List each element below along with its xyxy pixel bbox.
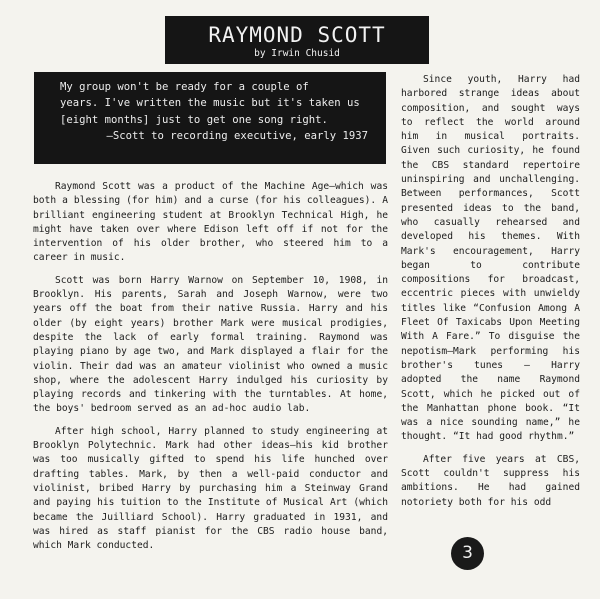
article-byline: by Irwin Chusid — [254, 48, 340, 59]
paragraph: After five years at CBS, Scott couldn't suppress his ambitions. He had gained notoriety both for his odd — [401, 453, 580, 508]
paragraph: Scott was born Harry Warnow on September 10, 1908, in Brooklyn. His parents, Sarah and Joseph Warnow, were two years off the boat from their native Russia. Harry and his older (by eight years) brother Mark were musical prodigies, despite the lack of early formal training. Raymond was playing piano by age two, and Mark displayed a flair for the violin. Their dad was an amateur violinist who owned a music shop, where the adolescent Harry indulged his curiosity by playing records and tinkering with the turntables. At home, the boys' bedroom served as an ad-hoc audio lab. — [33, 274, 388, 415]
article-title: RAYMOND SCOTT — [208, 23, 386, 47]
page-number: 3 — [451, 537, 484, 570]
right-column — [401, 73, 580, 518]
paragraph: Raymond Scott was a product of the Machine Age—which was both a blessing (for him) and a curse (for his colleagues). A brilliant engineering student at Brooklyn Technical High, he might have taken over where Edison left off if not for the intervention of his older brother, who steered him to a career in music. — [33, 181, 388, 264]
paragraph: After high school, Harry planned to study engineering at Brooklyn Polytechnic. Mark had other ideas—his kid brother was too musically gifted to spend his life hunched over drafting tables. Mark, by then a well-paid conductor and violinist, bribed Harry by purchasing him a Steinway Grand and paying his tuition to the Institute of Musical Art (which became the Juilliard School). Harry graduated in 1931, and was hired as staff pianist for the CBS radio house band, which Mark conducted. — [33, 425, 388, 552]
quote-line: years. I've written the music but it's taken us — [60, 97, 360, 110]
quote-line: [eight months] just to get one song right. — [60, 113, 328, 126]
pull-quote — [34, 72, 386, 164]
left-column — [33, 180, 388, 561]
paragraph: Since youth, Harry had harbored strange ideas about composition, and sought ways to reflect the world around him in musical portraits. Given such curiosity, he found the CBS standard repertoire uninspiring and unchallenging. Between performances, Scott presented ideas to the band, who casually rehearsed and developed his themes. With Mark's encouragement, Harry began to contribute compositions for broadcast, eccentric pieces with unwieldy titles like “Confusion Among A Fleet Of Taxicabs Upon Meeting With A Fare.” To disguise the nepotism—Mark performing his brother's tunes — Harry adopted the name Raymond Scott, which he picked out of the Manhattan phone book. “It was a nice sounding name,” he thought. “It had good rhythm.” — [401, 74, 580, 443]
quote-attribution: —Scott to recording executive, early 1937 — [106, 130, 368, 143]
title-banner — [165, 16, 429, 64]
quote-line: My group won't be ready for a couple of — [60, 81, 309, 93]
